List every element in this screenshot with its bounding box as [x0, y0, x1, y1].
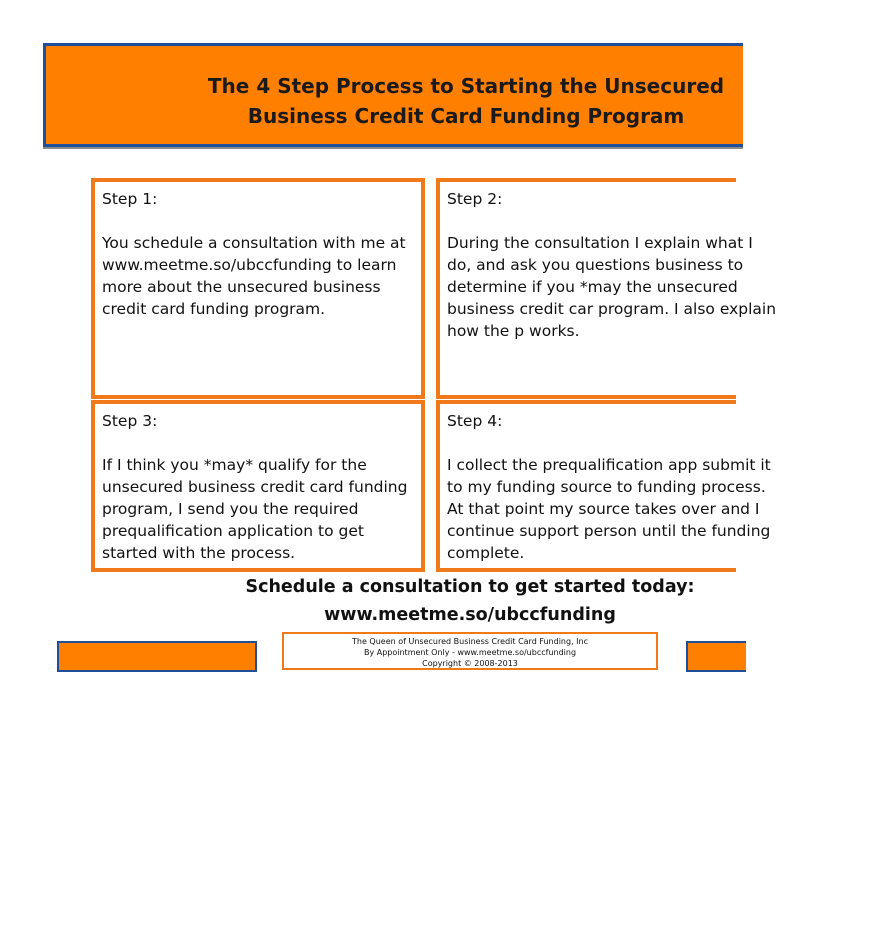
page-title-line-1: The 4 Step Process to Starting the Unsecured [207, 74, 725, 98]
footer-appointment: By Appointment Only - www.meetme.so/ubccfunding [363, 648, 577, 657]
step-3-box [91, 400, 425, 572]
step-3-label: Step 3: [102, 412, 158, 430]
call-to-action [200, 573, 740, 629]
step-2-label: Step 2: [447, 190, 503, 208]
footer-left-bar [57, 641, 257, 672]
page-title-line-2: Business Credit Card Funding Program [247, 104, 685, 128]
step-1-text: You schedule a consultation with me at www.meetme.so/ubccfunding to learn more about the unsecured business credit card funding program. [102, 234, 406, 318]
step-4-text: I collect the prequalification app submit it to my funding source to funding process. At that point my source takes over and I continue support person until the funding complete. [447, 456, 771, 562]
footer-credits [282, 632, 658, 670]
cta-line-1: Schedule a consultation to get started today: [245, 577, 695, 597]
step-1-label: Step 1: [102, 190, 158, 208]
step-3-text: If I think you *may* qualify for the unsecured business credit card funding program, I send you the required prequalification application to get started with the process. [102, 456, 408, 562]
step-4-label: Step 4: [447, 412, 503, 430]
step-4-box [436, 400, 771, 572]
footer-right-bar [686, 641, 746, 672]
step-2-box [436, 178, 777, 399]
title-banner [43, 43, 743, 147]
step-2-text: During the consultation I explain what I do, and ask you questions business to determine if you *may the unsecured business credit car program. I also explain how the p works. [447, 234, 777, 340]
step-1-box [91, 178, 425, 399]
footer-company: The Queen of Unsecured Business Credit Card Funding, Inc [352, 637, 588, 646]
page-title [46, 71, 886, 131]
footer-copyright: Copyright © 2008-2013 [422, 659, 518, 668]
cta-link[interactable]: www.meetme.so/ubccfunding [324, 605, 616, 625]
